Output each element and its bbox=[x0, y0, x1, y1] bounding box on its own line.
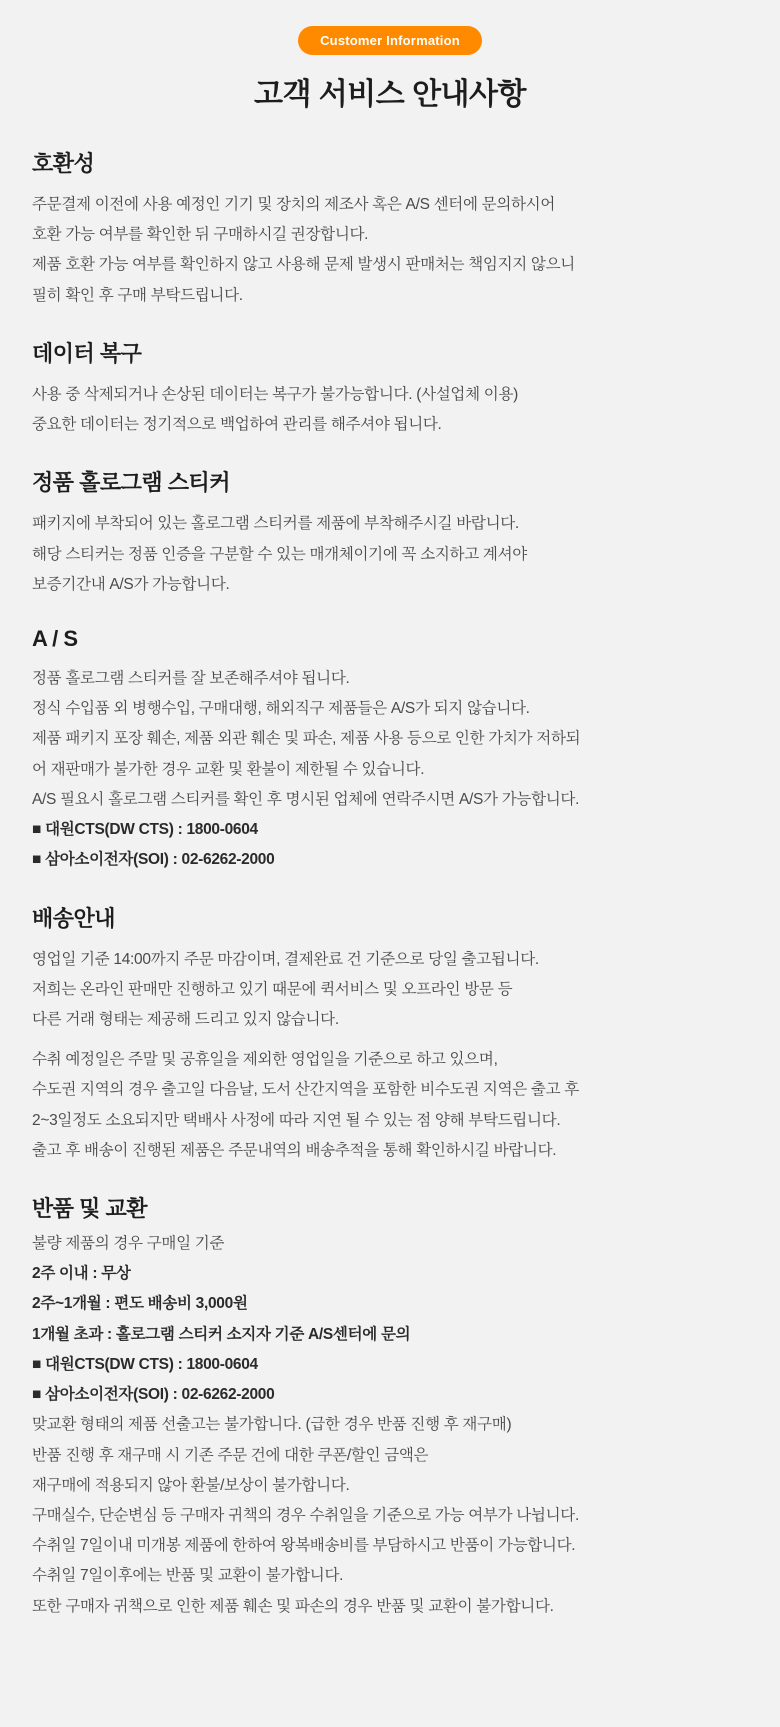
body-line: 맞교환 형태의 제품 선출고는 불가합니다. (급한 경우 반품 진행 후 재구매) bbox=[32, 1416, 512, 1434]
body-line: 출고 후 배송이 진행된 제품은 주문내역의 배송추적을 통해 확인하시길 바랍니다. bbox=[32, 1141, 557, 1159]
service-contact: ■ 삼아소이전자(SOI) : 02-6262-2000 bbox=[32, 851, 275, 869]
section-title-compatibility: 호환성 bbox=[32, 151, 95, 176]
customer-information-badge: Customer Information bbox=[298, 26, 482, 55]
body-line: 어 재판매가 불가한 경우 교환 및 환불이 제한될 수 있습니다. bbox=[32, 760, 425, 778]
body-line: 2~3일정도 소요되지만 택배사 사정에 따라 지연 될 수 있는 점 양해 부탁드립니다. bbox=[32, 1111, 561, 1129]
body-line: 정품 홀로그램 스티커를 잘 보존해주셔야 됩니다. bbox=[32, 669, 350, 687]
body-line: 사용 중 삭제되거나 손상된 데이터는 복구가 불가능합니다. (사설업체 이용) bbox=[32, 385, 518, 403]
return-intro: 불량 제품의 경우 구매일 기준 bbox=[32, 1235, 225, 1253]
body-line: 해당 스티커는 정품 인증을 구분할 수 있는 매개체이기에 꼭 소지하고 계셔야 bbox=[32, 545, 527, 563]
section-title-shipping: 배송안내 bbox=[32, 905, 116, 931]
body-line: 수도권 지역의 경우 출고일 다음날, 도서 산간지역을 포함한 비수도권 지역은 출고 후 bbox=[32, 1081, 579, 1099]
section-compatibility bbox=[32, 147, 748, 311]
body-line: 필히 확인 후 구매 부탁드립니다. bbox=[32, 286, 243, 304]
page-title: 고객 서비스 안내사항 bbox=[254, 78, 526, 111]
body-line: 다른 거래 형태는 제공해 드리고 있지 않습니다. bbox=[32, 1010, 339, 1028]
body-line: 또한 구매자 귀책으로 인한 제품 훼손 및 파손의 경우 반품 및 교환이 불가합니다. bbox=[32, 1597, 554, 1615]
section-return-exchange bbox=[32, 1192, 748, 1622]
body-line: 주문결제 이전에 사용 예정인 기기 및 장치의 제조사 혹은 A/S 센터에 문의하시어 bbox=[32, 196, 556, 213]
section-title-hologram-sticker: 정품 홀로그램 스티커 bbox=[32, 470, 230, 496]
body-line: 패키지에 부착되어 있는 홀로그램 스티커를 제품에 부착해주시길 바랍니다. bbox=[32, 515, 519, 533]
badge-row bbox=[32, 26, 748, 55]
body-line: A/S 필요시 홀로그램 스티커를 확인 후 명시된 업체에 연락주시면 A/S가 가능합니다. bbox=[32, 790, 580, 808]
section-after-service bbox=[32, 626, 748, 876]
service-contact: ■ 대원CTS(DW CTS) : 1800-0604 bbox=[32, 821, 258, 839]
section-title-after-service: A / S bbox=[32, 625, 78, 651]
service-contact: ■ 대원CTS(DW CTS) : 1800-0604 bbox=[32, 1355, 258, 1373]
body-line: 반품 진행 후 재구매 시 기존 주문 건에 대한 쿠폰/할인 금액은 bbox=[32, 1446, 429, 1464]
section-shipping bbox=[32, 902, 748, 1167]
body-line: 저희는 온라인 판매만 진행하고 있기 때문에 퀵서비스 및 오프라인 방문 등 bbox=[32, 980, 513, 998]
body-line: 호환 가능 여부를 확인한 뒤 구매하시길 권장합니다. bbox=[32, 226, 369, 244]
body-line: 중요한 데이터는 정기적으로 백업하여 관리를 해주셔야 됩니다. bbox=[32, 416, 442, 434]
section-data-recovery bbox=[32, 337, 748, 440]
return-term: 1개월 초과 : 홀로그램 스티커 소지자 기준 A/S센터에 문의 bbox=[32, 1325, 411, 1343]
body-line: 보증기간내 A/S가 가능합니다. bbox=[32, 575, 230, 593]
body-line: 수취일 7일이후에는 반품 및 교환이 불가합니다. bbox=[32, 1567, 344, 1585]
body-line: 영업일 기준 14:00까지 주문 마감이며, 결제완료 건 기준으로 당일 출고됩니다. bbox=[32, 950, 539, 968]
return-term: 2주 이내 : 무상 bbox=[32, 1265, 131, 1283]
body-line: 구매실수, 단순변심 등 구매자 귀책의 경우 수취일을 기준으로 가능 여부가 나뉩니다. bbox=[32, 1507, 579, 1524]
body-line: 재구매에 적용되지 않아 환불/보상이 불가합니다. bbox=[32, 1476, 350, 1494]
section-hologram-sticker bbox=[32, 466, 748, 600]
body-line: 수취일 7일이내 미개봉 제품에 한하여 왕복배송비를 부담하시고 반품이 가능합니다. bbox=[32, 1537, 576, 1555]
service-contact: ■ 삼아소이전자(SOI) : 02-6262-2000 bbox=[32, 1386, 275, 1404]
return-term: 2주~1개월 : 편도 배송비 3,000원 bbox=[32, 1295, 248, 1313]
section-title-data-recovery: 데이터 복구 bbox=[32, 340, 142, 366]
body-line: 수취 예정일은 주말 및 공휴일을 제외한 영업일을 기준으로 하고 있으며, bbox=[32, 1051, 498, 1069]
body-line: 정식 수입품 외 병행수입, 구매대행, 해외직구 제품들은 A/S가 되지 않습니다. bbox=[32, 700, 530, 718]
body-line: 제품 패키지 포장 훼손, 제품 외관 훼손 및 파손, 제품 사용 등으로 인한 가치가 저하되 bbox=[32, 730, 581, 748]
body-line: 제품 호환 가능 여부를 확인하지 않고 사용해 문제 발생시 판매처는 책임지지 않으니 bbox=[32, 256, 575, 274]
section-title-return-exchange: 반품 및 교환 bbox=[32, 1196, 147, 1222]
